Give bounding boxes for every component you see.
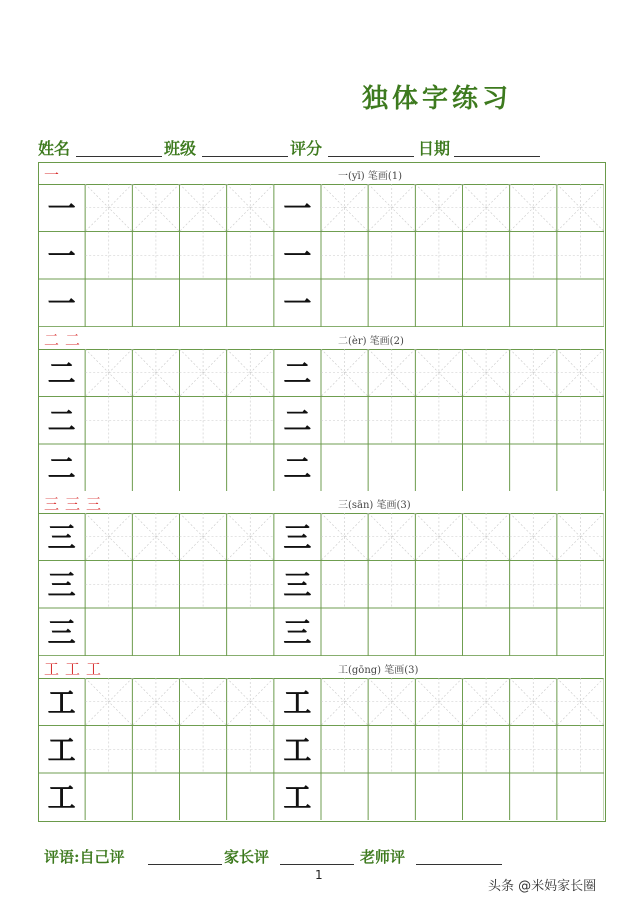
stroke-step: 三 xyxy=(44,495,62,513)
writing-cell[interactable] xyxy=(180,773,227,821)
stroke-step: 工 xyxy=(65,659,83,678)
writing-cell[interactable] xyxy=(85,513,132,561)
writing-cell[interactable] xyxy=(227,279,274,327)
writing-cell[interactable] xyxy=(132,608,179,656)
writing-cell[interactable] xyxy=(510,184,557,232)
writing-cell[interactable] xyxy=(510,725,557,773)
writing-cell[interactable] xyxy=(180,725,227,773)
writing-cell[interactable] xyxy=(557,513,604,561)
writing-cell[interactable] xyxy=(38,608,85,656)
writing-cell[interactable] xyxy=(415,279,462,327)
stroke-order xyxy=(44,493,107,514)
model-character: 一 xyxy=(283,191,312,225)
writing-cell[interactable] xyxy=(321,232,368,280)
writing-cell[interactable] xyxy=(38,444,85,492)
writing-grid xyxy=(38,678,604,821)
writing-cell[interactable] xyxy=(557,678,604,726)
stroke-order xyxy=(44,329,86,350)
writing-cell[interactable] xyxy=(132,349,179,397)
writing-cell[interactable] xyxy=(368,184,415,232)
writing-cell[interactable] xyxy=(321,725,368,773)
writing-cell[interactable] xyxy=(180,396,227,444)
writing-cell[interactable] xyxy=(38,184,85,232)
model-character: 一 xyxy=(47,239,76,273)
model-character: 工 xyxy=(47,732,76,766)
writing-cell[interactable] xyxy=(38,279,85,327)
writing-cell[interactable] xyxy=(368,349,415,397)
student-info-row xyxy=(38,136,558,160)
writing-grid xyxy=(38,184,604,327)
writing-cell[interactable] xyxy=(227,184,274,232)
model-character: 二 xyxy=(283,403,312,437)
writing-cell[interactable] xyxy=(368,279,415,327)
writing-cell[interactable] xyxy=(227,232,274,280)
model-character: 工 xyxy=(47,685,76,719)
writing-cell[interactable] xyxy=(132,396,179,444)
writing-cell[interactable] xyxy=(180,279,227,327)
writing-cell[interactable] xyxy=(227,773,274,821)
writing-cell[interactable] xyxy=(463,349,510,397)
model-character: 二 xyxy=(47,356,76,390)
writing-cell[interactable] xyxy=(85,725,132,773)
writing-cell[interactable] xyxy=(227,513,274,561)
model-character: 工 xyxy=(283,780,312,814)
character-caption: 三(sān) 笔画(3) xyxy=(338,500,411,511)
writing-cell[interactable] xyxy=(368,232,415,280)
model-character: 一 xyxy=(47,191,76,225)
self-evaluation-label: 评语:自己评 xyxy=(44,848,125,866)
writing-cell[interactable] xyxy=(274,513,321,561)
writing-cell[interactable] xyxy=(557,444,604,492)
stroke-step: 二 xyxy=(44,330,62,349)
writing-cell[interactable] xyxy=(132,444,179,492)
writing-cell[interactable] xyxy=(415,232,462,280)
writing-cell[interactable] xyxy=(557,608,604,656)
writing-cell[interactable] xyxy=(557,725,604,773)
writing-grid xyxy=(38,513,604,656)
writing-cell[interactable] xyxy=(415,678,462,726)
writing-cell[interactable] xyxy=(321,513,368,561)
writing-cell[interactable] xyxy=(510,678,557,726)
teacher-evaluation-label: 老师评 xyxy=(360,848,406,866)
writing-cell[interactable] xyxy=(321,184,368,232)
writing-cell[interactable] xyxy=(510,608,557,656)
writing-grid xyxy=(38,349,604,492)
character-caption: 二(èr) 笔画(2) xyxy=(338,335,404,347)
section-header xyxy=(38,656,604,679)
writing-cell[interactable] xyxy=(557,349,604,397)
writing-cell[interactable] xyxy=(38,678,85,726)
writing-cell[interactable] xyxy=(274,279,321,327)
writing-cell[interactable] xyxy=(321,279,368,327)
writing-cell[interactable] xyxy=(557,279,604,327)
writing-cell[interactable] xyxy=(132,184,179,232)
writing-cell[interactable] xyxy=(274,608,321,656)
writing-cell[interactable] xyxy=(415,513,462,561)
writing-cell[interactable] xyxy=(85,349,132,397)
model-character: 三 xyxy=(283,568,312,602)
writing-cell[interactable] xyxy=(180,184,227,232)
stroke-order xyxy=(44,164,65,185)
writing-cell[interactable] xyxy=(227,608,274,656)
writing-cell[interactable] xyxy=(510,561,557,609)
writing-cell[interactable] xyxy=(368,608,415,656)
writing-cell[interactable] xyxy=(415,561,462,609)
writing-cell[interactable] xyxy=(132,773,179,821)
writing-cell[interactable] xyxy=(368,444,415,492)
writing-cell[interactable] xyxy=(38,232,85,280)
writing-cell[interactable] xyxy=(274,725,321,773)
writing-cell[interactable] xyxy=(180,232,227,280)
watermark: 头条 @米妈家长圈 xyxy=(488,879,597,894)
section-header xyxy=(38,327,604,350)
writing-cell[interactable] xyxy=(463,678,510,726)
writing-cell[interactable] xyxy=(227,725,274,773)
writing-cell[interactable] xyxy=(321,773,368,821)
model-character: 工 xyxy=(283,732,312,766)
teacher-evaluation-field[interactable] xyxy=(416,864,502,865)
writing-cell[interactable] xyxy=(274,396,321,444)
writing-cell[interactable] xyxy=(180,349,227,397)
model-character: 工 xyxy=(283,685,312,719)
writing-cell[interactable] xyxy=(463,444,510,492)
writing-cell[interactable] xyxy=(510,444,557,492)
parent-evaluation-label: 家长评 xyxy=(224,848,270,866)
model-character: 二 xyxy=(283,356,312,390)
writing-cell[interactable] xyxy=(132,561,179,609)
model-character: 三 xyxy=(283,615,312,649)
stroke-step: 工 xyxy=(44,659,62,678)
writing-cell[interactable] xyxy=(85,608,132,656)
model-character: 工 xyxy=(47,780,76,814)
writing-cell[interactable] xyxy=(132,232,179,280)
writing-cell[interactable] xyxy=(227,678,274,726)
writing-cell[interactable] xyxy=(321,349,368,397)
date-field[interactable] xyxy=(454,156,540,157)
writing-cell[interactable] xyxy=(85,232,132,280)
writing-cell[interactable] xyxy=(274,678,321,726)
section-header xyxy=(38,162,604,185)
writing-cell[interactable] xyxy=(274,773,321,821)
writing-cell[interactable] xyxy=(557,561,604,609)
writing-cell[interactable] xyxy=(510,279,557,327)
writing-cell[interactable] xyxy=(227,444,274,492)
writing-cell[interactable] xyxy=(557,232,604,280)
writing-cell[interactable] xyxy=(132,279,179,327)
writing-cell[interactable] xyxy=(463,725,510,773)
model-character: 一 xyxy=(283,286,312,320)
writing-cell[interactable] xyxy=(132,513,179,561)
writing-cell[interactable] xyxy=(132,678,179,726)
writing-cell[interactable] xyxy=(321,444,368,492)
class-field[interactable] xyxy=(202,156,288,157)
writing-cell[interactable] xyxy=(463,608,510,656)
writing-cell[interactable] xyxy=(557,396,604,444)
class-label: 班级 xyxy=(164,139,197,158)
model-character: 一 xyxy=(283,239,312,273)
writing-cell[interactable] xyxy=(415,608,462,656)
stroke-step: 三 xyxy=(65,495,83,513)
score-label: 评分 xyxy=(290,139,323,158)
writing-cell[interactable] xyxy=(274,349,321,397)
writing-cell[interactable] xyxy=(85,773,132,821)
name-label: 姓名 xyxy=(38,139,71,158)
writing-cell[interactable] xyxy=(415,444,462,492)
model-character: 三 xyxy=(47,615,76,649)
writing-cell[interactable] xyxy=(321,608,368,656)
writing-cell[interactable] xyxy=(368,513,415,561)
stroke-step: 一 xyxy=(44,166,62,184)
writing-cell[interactable] xyxy=(415,349,462,397)
writing-cell[interactable] xyxy=(415,184,462,232)
writing-cell[interactable] xyxy=(415,773,462,821)
writing-cell[interactable] xyxy=(85,279,132,327)
writing-cell[interactable] xyxy=(510,773,557,821)
writing-cell[interactable] xyxy=(557,773,604,821)
writing-cell[interactable] xyxy=(557,184,604,232)
stroke-step: 工 xyxy=(86,659,104,678)
writing-cell[interactable] xyxy=(274,561,321,609)
model-character: 一 xyxy=(47,286,76,320)
writing-cell[interactable] xyxy=(415,396,462,444)
writing-cell[interactable] xyxy=(38,396,85,444)
writing-cell[interactable] xyxy=(274,232,321,280)
parent-evaluation-field[interactable] xyxy=(280,864,354,865)
page-number: 1 xyxy=(315,868,323,882)
date-label: 日期 xyxy=(418,139,451,158)
writing-cell[interactable] xyxy=(227,349,274,397)
section-header xyxy=(38,491,604,514)
writing-cell[interactable] xyxy=(85,396,132,444)
writing-cell[interactable] xyxy=(38,725,85,773)
writing-cell[interactable] xyxy=(85,678,132,726)
writing-cell[interactable] xyxy=(415,725,462,773)
writing-cell[interactable] xyxy=(463,232,510,280)
writing-cell[interactable] xyxy=(180,513,227,561)
writing-cell[interactable] xyxy=(85,561,132,609)
model-character: 三 xyxy=(47,568,76,602)
writing-cell[interactable] xyxy=(463,396,510,444)
writing-cell[interactable] xyxy=(510,396,557,444)
model-character: 三 xyxy=(283,520,312,554)
writing-cell[interactable] xyxy=(321,678,368,726)
model-character: 二 xyxy=(47,403,76,437)
stroke-order xyxy=(44,658,107,679)
stroke-step: 二 xyxy=(65,330,83,349)
writing-cell[interactable] xyxy=(38,773,85,821)
writing-cell[interactable] xyxy=(321,561,368,609)
writing-cell[interactable] xyxy=(510,513,557,561)
writing-cell[interactable] xyxy=(368,773,415,821)
writing-cell[interactable] xyxy=(463,773,510,821)
writing-cell[interactable] xyxy=(463,184,510,232)
self-evaluation-field[interactable] xyxy=(148,864,222,865)
character-caption: 工(gōng) 笔画(3) xyxy=(338,664,419,676)
writing-cell[interactable] xyxy=(368,396,415,444)
page-title: 独体字练习 xyxy=(362,84,513,114)
writing-cell[interactable] xyxy=(368,725,415,773)
writing-cell[interactable] xyxy=(274,444,321,492)
character-caption: 一(yī) 笔画(1) xyxy=(338,171,402,182)
writing-cell[interactable] xyxy=(85,184,132,232)
writing-cell[interactable] xyxy=(180,561,227,609)
writing-cell[interactable] xyxy=(463,513,510,561)
model-character: 二 xyxy=(283,451,312,485)
writing-cell[interactable] xyxy=(180,678,227,726)
stroke-step: 三 xyxy=(86,495,104,513)
writing-cell[interactable] xyxy=(321,396,368,444)
writing-cell[interactable] xyxy=(38,561,85,609)
writing-cell[interactable] xyxy=(85,444,132,492)
writing-cell[interactable] xyxy=(510,232,557,280)
score-field[interactable] xyxy=(328,156,414,157)
writing-cell[interactable] xyxy=(510,349,557,397)
writing-cell[interactable] xyxy=(463,279,510,327)
writing-cell[interactable] xyxy=(180,608,227,656)
writing-cell[interactable] xyxy=(180,444,227,492)
writing-cell[interactable] xyxy=(368,561,415,609)
writing-cell[interactable] xyxy=(463,561,510,609)
writing-cell[interactable] xyxy=(274,184,321,232)
writing-cell[interactable] xyxy=(38,513,85,561)
writing-cell[interactable] xyxy=(368,678,415,726)
name-field[interactable] xyxy=(76,156,162,157)
model-character: 三 xyxy=(47,520,76,554)
writing-cell[interactable] xyxy=(38,349,85,397)
model-character: 二 xyxy=(47,451,76,485)
writing-cell[interactable] xyxy=(132,725,179,773)
writing-cell[interactable] xyxy=(227,396,274,444)
writing-cell[interactable] xyxy=(227,561,274,609)
